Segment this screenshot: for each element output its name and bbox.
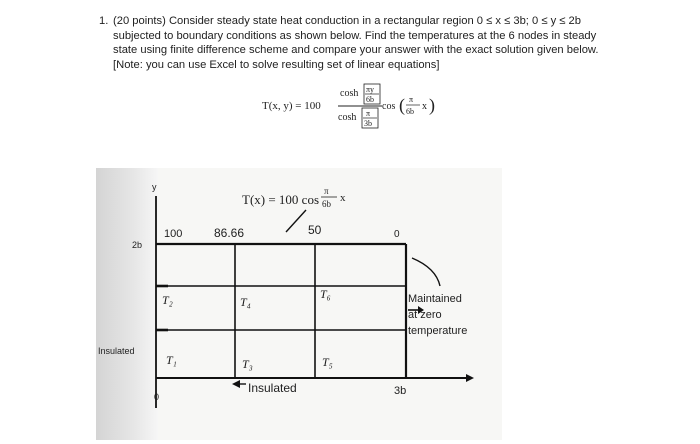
top-bc-frac-bot: 6b: [322, 199, 331, 209]
node-label-T5: T₅: [322, 355, 333, 369]
top-value-2: 86.66: [214, 226, 245, 240]
right-bc-pointer: [412, 258, 440, 286]
bottom-bc-arrow: [232, 380, 240, 388]
right-bc-line-1: Maintained: [408, 293, 462, 305]
node-label-T1: T₁: [166, 353, 177, 367]
right-bc-line-2: at zero: [408, 309, 442, 321]
node-label-T3: T₃: [242, 357, 253, 371]
formula-den-cosh: cosh: [338, 112, 357, 123]
top-bc-var: x: [340, 192, 346, 204]
formula-cos-var: x: [422, 101, 427, 112]
problem-statement: [99, 14, 613, 72]
top-bc-pointer: [286, 210, 306, 232]
right-bc-line-3: temperature: [408, 325, 468, 337]
problem-text: (20 points) Consider steady state heat conduction in a rectangular region 0 ≤ x ≤ 3b; 0 ≤ y ≤ 2b subjected to boundary conditions as shown below. Find the temperatures at the 6 nodes in steady state using finite difference scheme and compare your answer with the exact solution given below. [Note: you can use Excel to solve resulting set of linear equations]: [113, 15, 599, 71]
exact-solution-formula: [262, 80, 482, 130]
y-axis-label: y: [152, 182, 157, 192]
formula-num-frac-bot: 6b: [366, 95, 374, 104]
bottom-bc-label: Insulated: [248, 381, 297, 395]
x-axis-arrow: [466, 374, 474, 382]
problem-number: 1.: [99, 15, 109, 27]
formula-open-paren: (: [399, 95, 405, 115]
node-label-T6: T₆: [320, 287, 331, 301]
top-value-4: 0: [394, 229, 400, 240]
origin-label: 0: [154, 392, 160, 402]
node-label-T4: T₄: [240, 295, 251, 309]
left-bc-label: Insulated: [98, 346, 135, 356]
formula-den-frac-bot: 3b: [364, 119, 372, 128]
y-top-label: 2b: [132, 240, 143, 250]
formula-cos-frac-top: π: [409, 95, 414, 104]
top-value-3: 50: [308, 223, 322, 237]
formula-cos-frac-bot: 6b: [406, 107, 414, 116]
node-label-T2: T₂: [162, 293, 173, 307]
formula-num-cosh: cosh: [340, 88, 359, 99]
formula-num-frac-top: πy: [366, 85, 375, 94]
formula-close-paren: ): [429, 95, 435, 115]
grid-figure: [96, 168, 502, 440]
top-value-1: 100: [164, 228, 183, 240]
top-bc-label: T(x) = 100 cos: [242, 192, 320, 207]
formula-lhs: T(x, y) = 100: [262, 100, 321, 112]
formula-cos: cos: [382, 101, 396, 112]
formula-den-frac-top: π: [366, 109, 371, 118]
x-right-label: 3b: [394, 385, 407, 397]
top-bc-frac-top: π: [324, 186, 329, 196]
